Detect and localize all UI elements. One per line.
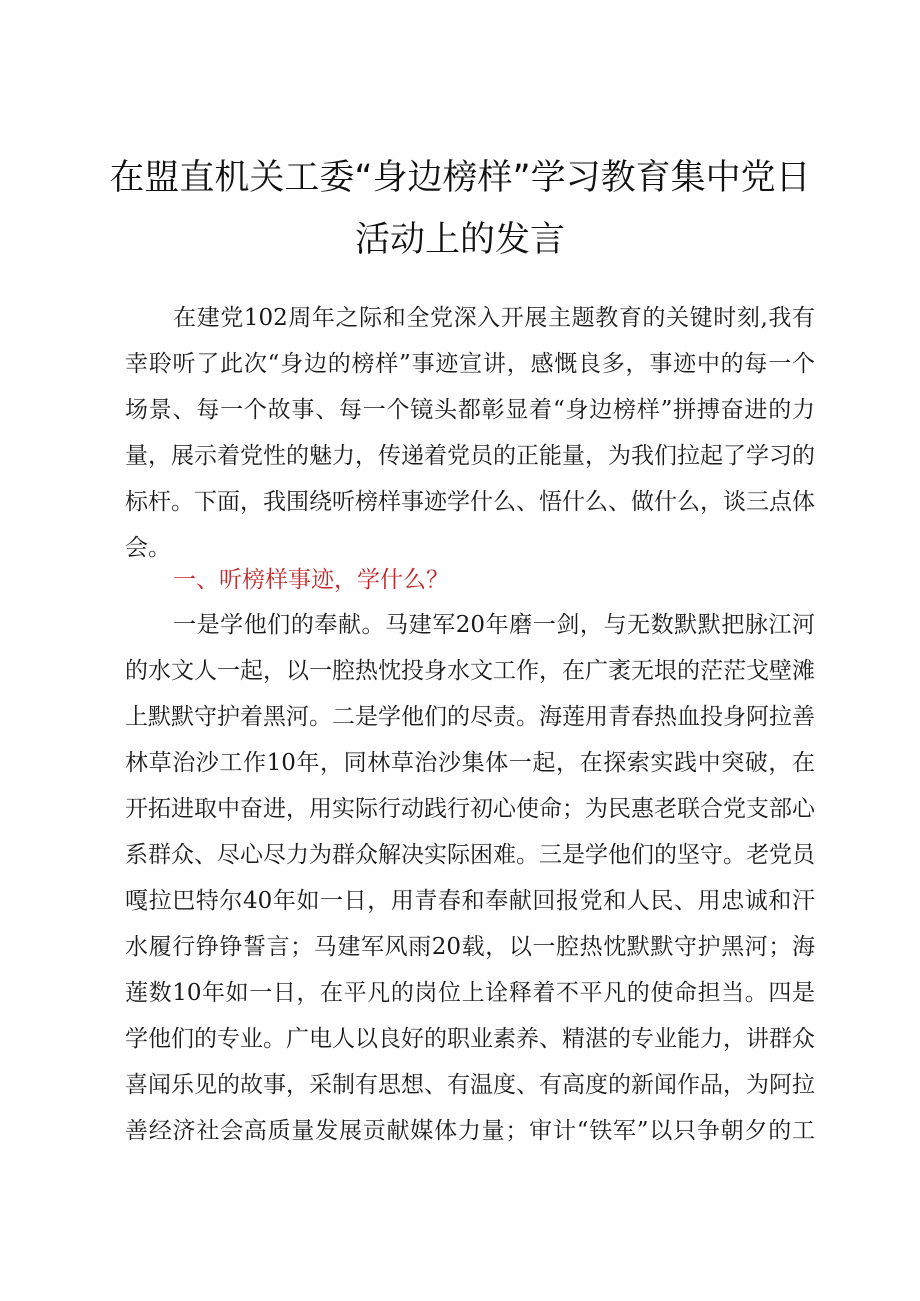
paragraph-line: 系群众、尽心尽力为群众解决实际困难。三是学他们的坚守。老党员 — [125, 842, 815, 868]
paragraph-line: 上默默守护着黑河。二是学他们的尽责。海莲用青春热血投身阿拉善 — [125, 704, 815, 730]
paragraph-line: 嘎拉巴特尔40年如一日，用青春和奉献回报党和人民、用忠诚和汗 — [125, 888, 815, 914]
paragraph-line: 会。 — [125, 535, 171, 561]
paragraph-line: 善经济社会高质量发展贡献媒体力量；审计“铁军”以只争朝夕的工 — [125, 1118, 815, 1144]
paragraph-line: 场景、每一个故事、每一个镜头都彰显着“身边榜样”拼搏奋进的力 — [125, 397, 815, 423]
paragraph-line: 在建党102周年之际和全党深入开展主题教育的关键时刻,我有 — [173, 305, 815, 331]
paragraph-line: 林草治沙工作10年，同林草治沙集体一起，在探索实践中突破，在 — [125, 750, 815, 776]
intro-paragraph — [125, 295, 815, 571]
document-title-line-2: 活动上的发言 — [354, 220, 565, 260]
paragraph-line: 标杆。下面，我围绕听榜样事迹学什么、悟什么、做什么，谈三点体 — [125, 489, 815, 515]
paragraph-line: 幸聆听了此次“身边的榜样”事迹宣讲，感慨良多，事迹中的每一个 — [125, 351, 815, 377]
document-title-line-1: 在盟直机关工委“身边榜样”学习教育集中党日 — [109, 158, 811, 198]
section-heading: 一、听榜样事迹，学什么？ — [173, 567, 449, 593]
paragraph-line: 水履行铮铮誓言；马建军风雨20载，以一腔热忱默默守护黑河；海 — [125, 934, 815, 960]
paragraph-line: 开拓进取中奋进，用实际行动践行初心使命；为民惠老联合党支部心 — [125, 796, 815, 822]
section-1-paragraph — [125, 602, 815, 1154]
paragraph-line: 莲数10年如一日，在平凡的岗位上诠释着不平凡的使命担当。四是 — [125, 980, 815, 1006]
paragraph-line: 喜闻乐见的故事，采制有思想、有温度、有高度的新闻作品，为阿拉 — [125, 1072, 815, 1098]
paragraph-line: 的水文人一起，以一腔热忱投身水文工作，在广袤无垠的茫茫戈壁滩 — [125, 658, 815, 684]
paragraph-line: 学他们的专业。广电人以良好的职业素养、精湛的专业能力，讲群众 — [125, 1026, 815, 1052]
paragraph-line: 一是学他们的奉献。马建军20年磨一剑，与无数默默把脉江河 — [173, 612, 815, 638]
paragraph-line: 量，展示着党性的魅力，传递着党员的正能量，为我们拉起了学习的 — [125, 443, 815, 469]
